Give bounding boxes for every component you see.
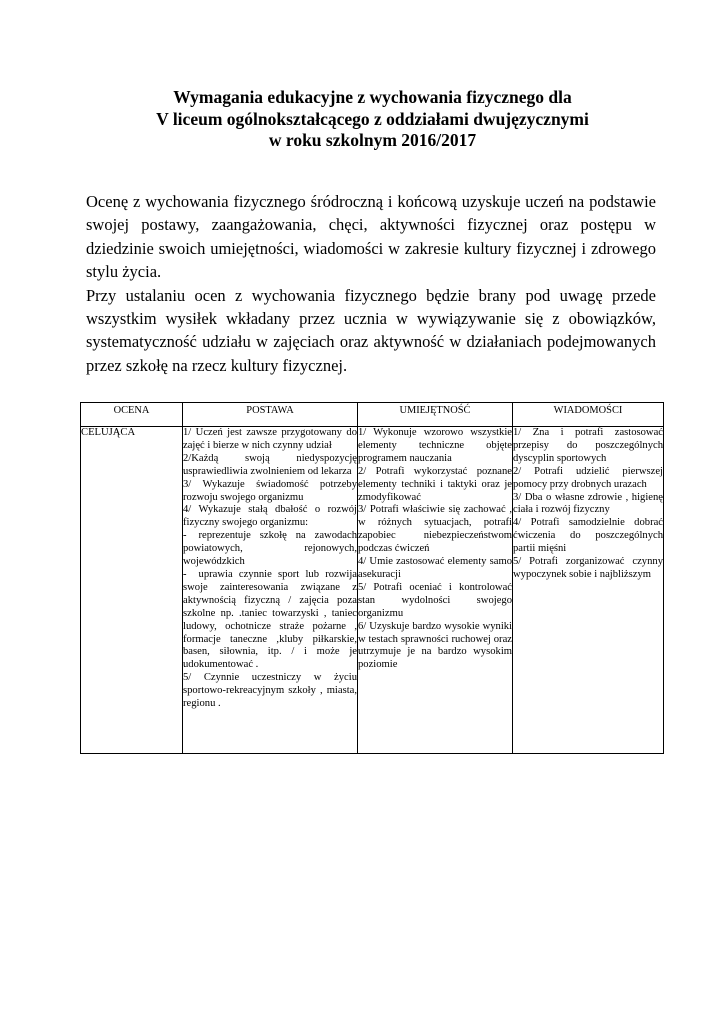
postawa-item-4: 4/ Wykazuje stałą dbałość o rozwój fizyczny swojego organizmu: [183,504,357,529]
header-postawa: POSTAWA [183,403,358,427]
wiadomosci-item-2: 2/ Potrafi udzielić pierwszej pomocy przy drobnych urazach [513,465,663,490]
umiejetnosc-item-6: 6/ Uzyskuje bardzo wysokie wyniki w testach sprawności ruchowej oraz utrzymuje je na bardzo wysokim poziomie [358,620,512,671]
wiadomosci-item-5: 5/ Potrafi zorganizować czynny wypoczynek sobie i najbliższym [513,556,663,580]
intro-text [86,190,656,377]
wiadomosci-cell [513,427,664,754]
postawa-cell [183,427,358,754]
table-row [81,427,664,754]
postawa-item-5: 5/ Czynnie uczestniczy w życiu sportowo-rekreacyjnym szkoły , miasta, regionu . [183,672,357,710]
postawa-subitem-2-text: uprawia czynnie sport lub rozwija swoje zainteresowania związane z aktywnością fizyczną / zajęcia poza szkolne np. .taniec towarzyski , taniec ludowy, ochotnicze straże pożarne , formacje taneczne ,kluby piłkarskie, basen, siłownia, itp. / i może je udokumentować . [183,568,357,671]
title-line-1: Wymagania edukacyjne z wychowania fizycznego dla [173,87,572,107]
grade-cell: CELUJĄCA [81,427,183,754]
postawa-subitem-1 [183,530,357,569]
postawa-item-2: 2/Każdą swoją niedyspozycję usprawiedliwia zwolnieniem od lekarza [183,452,357,477]
header-wiadomosci: WIADOMOŚCI [513,403,664,427]
postawa-item-3: 3/ Wykazuje świadomość potrzeby rozwoju swojego organizmu [183,478,357,503]
umiejetnosc-item-5: 5/ Potrafi oceniać i kontrolować stan wydolności swojego organizmu [358,581,512,619]
umiejetnosc-item-1: 1/ Wykonuje wzorowo wszystkie elementy techniczne objęte programem nauczania [358,427,512,464]
wiadomosci-item-4: 4/ Potrafi samodzielnie dobrać ćwiczenia do poszczególnych partii mięśni [513,517,663,555]
umiejetnosc-item-4: 4/ Umie zastosować elementy samo asekuracji [358,556,512,580]
header-umiejetnosc: UMIEJĘTNOŚĆ [358,403,513,427]
table-header-row [81,403,664,427]
dash-bullet: - [183,530,187,542]
umiejetnosc-item-3: 3/ Potrafi właściwie się zachować , w różnych sytuacjach, potrafi zapobiec niebezpieczeństwom podczas ćwiczeń [358,504,512,555]
umiejetnosc-cell [358,427,513,754]
postawa-subitem-1-text: reprezentuje szkołę na zawodach powiatowych, rejonowych, wojewódzkich [183,530,357,568]
wiadomosci-item-3: 3/ Dba o własne zdrowie , higienę ciała i rozwój fizyczny [513,491,663,516]
intro-paragraph-1: Ocenę z wychowania fizycznego śródroczną i końcową uzyskuje uczeń na podstawie swojej postawy, zaangażowania, chęci, aktywności fizycznej oraz postępu w dziedzinie swoich umiejętności, wiadomości w zakresie kultury fizycznej i zdrowego stylu życia. [86,192,656,282]
umiejetnosc-item-2: 2/ Potrafi wykorzystać poznane elementy techniki i taktyki oraz je zmodyfikować [358,465,512,503]
intro-paragraph-2: Przy ustalaniu ocen z wychowania fizycznego będzie brany pod uwagę przede wszystkim wysiłek wkładany przez ucznia w wywiązywanie się z obowiązków, systematyczność udziału w zajęciach oraz aktywność w działaniach podejmowanych przez szkołę na rzecz kultury fizycznej. [86,285,656,375]
title-line-3: w roku szkolnym 2016/2017 [268,130,477,150]
title-line-2: V liceum ogólnokształcącego z oddziałami dwujęzycznymi [156,108,589,129]
dash-bullet: - [183,568,187,580]
document-title [80,87,665,152]
postawa-item-1: 1/ Uczeń jest zawsze przygotowany do zajęć i bierze w nich czynny udział [183,427,357,451]
wiadomosci-item-1: 1/ Zna i potrafi zastosować przepisy do poszczególnych dyscyplin sportowych [513,427,663,464]
postawa-subitem-2 [183,569,357,672]
header-ocena: OCENA [81,403,183,427]
requirements-table [80,402,664,754]
